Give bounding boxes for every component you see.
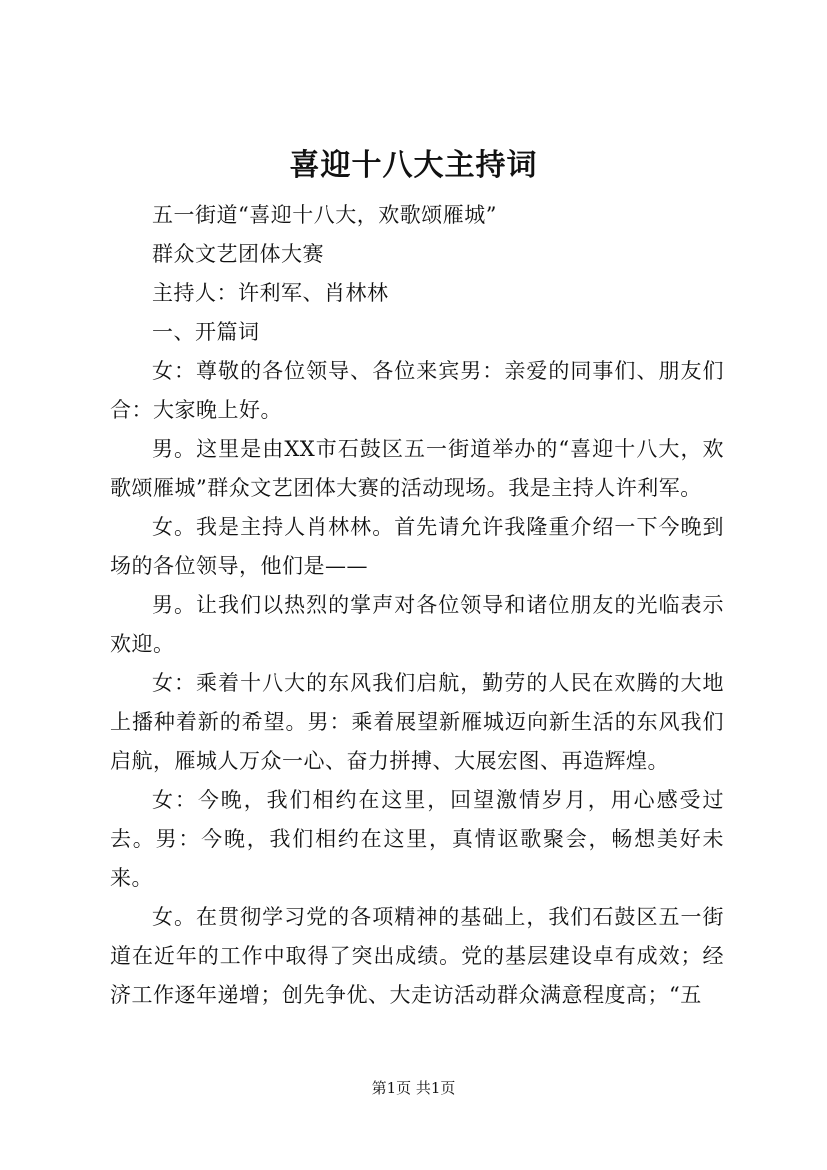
paragraph-hosts: 主持人：许利军、肖林林 (152, 281, 389, 305)
paragraph: 女。我是主持人肖林林。首先请允许我隆重介绍一下今晚到场的各位领导，他们是—— (110, 515, 724, 578)
paragraph-event-subtitle: 群众文艺团体大赛 (152, 242, 324, 266)
paragraph: 女：乘着十八大的东风我们启航，勤劳的人民在欢腾的大地上播种着新的希望。男：乘着展望新雁城迈向新生活的东风我们启航，雁城人万众一心、奋力拼搏、大展宏图、再造辉煌。 (110, 671, 724, 773)
paragraph: 女：尊敬的各位领导、各位来宾男：亲爱的同事们、朋友们合：大家晚上好。 (110, 359, 724, 422)
document-title: 喜迎十八大主持词 (289, 148, 538, 183)
document-body (110, 196, 724, 1015)
paragraph: 女：今晚，我们相约在这里，回望激情岁月，用心感受过去。男：今晚，我们相约在这里，真情讴歌聚会，畅想美好未来。 (110, 788, 724, 890)
paragraph: 女。在贯彻学习党的各项精神的基础上，我们石鼓区五一街道在近年的工作中取得了突出成绩。党的基层建设卓有成效；经济工作逐年递增；创先争优、大走访活动群众满意程度高；“五 (110, 905, 724, 1007)
paragraph-section-heading: 一、开篇词 (152, 320, 260, 344)
page-number-footer: 第1页 共1页 (371, 1079, 456, 1097)
paragraph: 男。这里是由XX市石鼓区五一街道举办的“喜迎十八大，欢歌颂雁城”群众文艺团体大赛的活动现场。我是主持人许利军。 (110, 437, 724, 500)
paragraph: 男。让我们以热烈的掌声对各位领导和诸位朋友的光临表示欢迎。 (110, 593, 724, 656)
paragraph-event-name: 五一街道“喜迎十八大，欢歌颂雁城” (152, 203, 497, 227)
